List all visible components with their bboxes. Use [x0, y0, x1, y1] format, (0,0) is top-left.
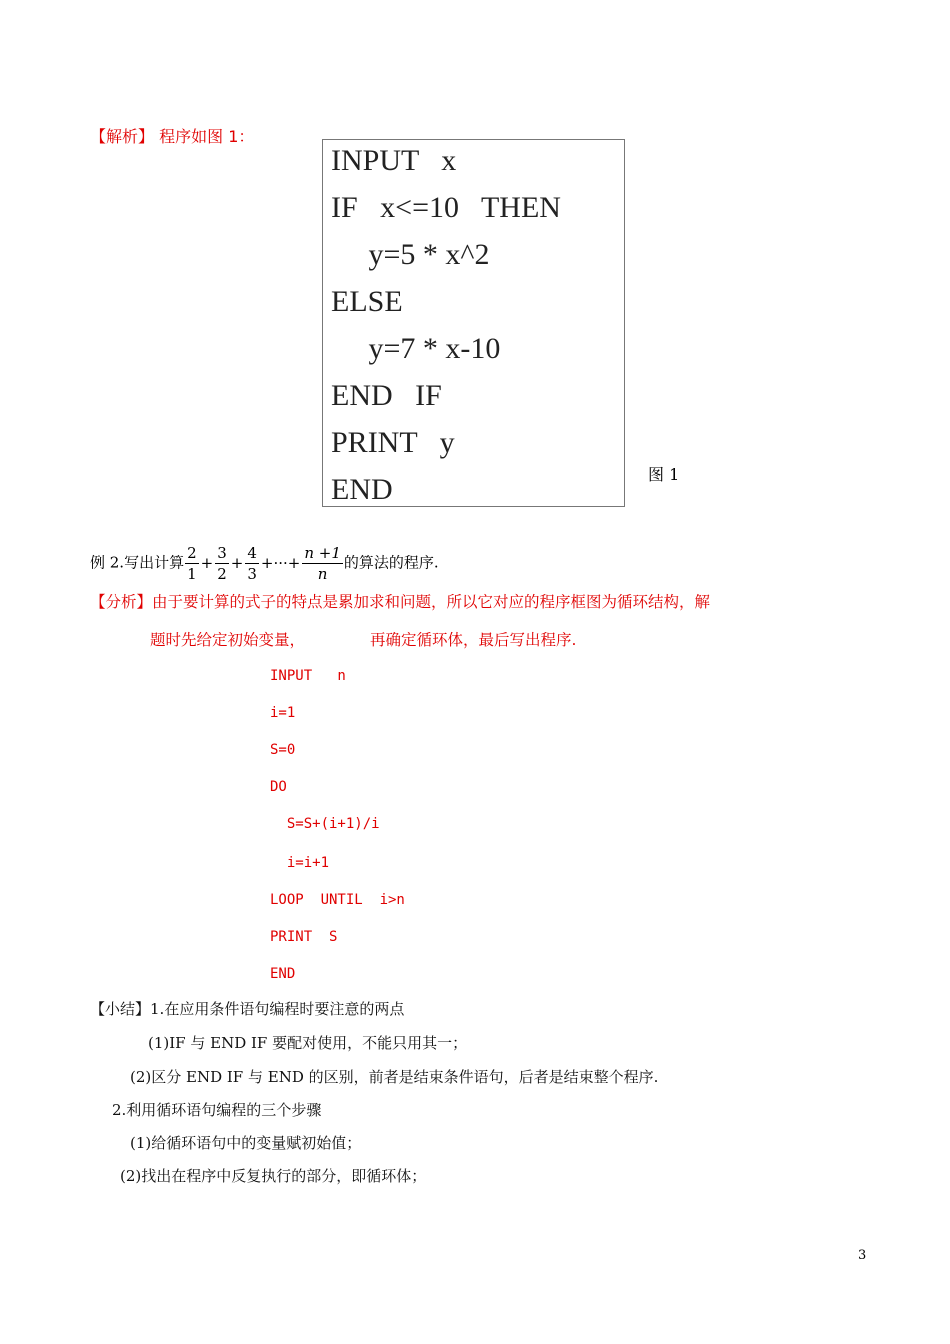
- analysis-tag: 【解析】: [90, 127, 155, 146]
- summary-tag: 【小结】: [90, 1000, 151, 1018]
- summary-line6: (2)找出在程序中反复执行的部分，即循环体；: [120, 1167, 427, 1185]
- analysis2-tag: 【分析】: [90, 593, 153, 611]
- code-line: END IF: [331, 379, 442, 412]
- code2-line: PRINT S: [270, 929, 338, 945]
- analysis2-line1: 【分析】由于要计算的式子的特点是累加求和问题，所以它对应的程序框图为循环结构，解: [90, 593, 711, 611]
- figure-caption: 图 1: [648, 465, 680, 484]
- analysis-text: 程序如图 1：: [159, 127, 255, 146]
- code2-line: S=0: [270, 742, 296, 758]
- program-figure-1: [322, 139, 625, 507]
- code2-line: END: [270, 966, 296, 982]
- example-2: 例 2.写出计算 $\frac{2}{1}$ + $\frac{3}{2}$ + $\frac{4}{3}$ +···+ $\frac{n +1}{n}$ 的算法的程序.: [90, 544, 439, 583]
- fraction: $\frac{4}{3}$: [247, 544, 257, 583]
- analysis2-line2: 题时先给定初始变量，: [150, 631, 306, 649]
- code-line: ELSE: [331, 285, 403, 318]
- code-line: y=5 * x^2: [331, 238, 490, 271]
- code2-line: i=1: [270, 705, 296, 721]
- summary-line4: 2.利用循环语句编程的三个步骤: [112, 1101, 322, 1119]
- analysis-heading: [90, 124, 254, 147]
- summary-line2: (1)IF 与 END IF 要配对使用，不能只用其一；: [148, 1034, 468, 1052]
- summary-line5: (1)给循环语句中的变量赋初始值；: [130, 1134, 362, 1152]
- code-line: IF x<=10 THEN: [331, 191, 561, 224]
- page-number: 3: [858, 1248, 867, 1263]
- example-prefix: 例 2.写出计算: [90, 553, 185, 572]
- code2-line: INPUT n: [270, 668, 346, 684]
- analysis2-line2b: 再确定循环体，最后写出程序.: [370, 631, 577, 649]
- code2-line: LOOP UNTIL i>n: [270, 892, 405, 908]
- summary-line1: 【小结】1.在应用条件语句编程时要注意的两点: [90, 1000, 405, 1018]
- code-line: y=7 * x-10: [331, 332, 501, 365]
- fraction: $\frac{n +1}{n}$: [304, 544, 341, 583]
- code-line: PRINT y: [331, 426, 455, 459]
- example-suffix: 的算法的程序.: [343, 553, 439, 572]
- code2-line: S=S+(i+1)/i: [270, 816, 380, 832]
- code-line: END: [331, 473, 393, 506]
- code-line: INPUT x: [331, 144, 457, 177]
- code2-line: i=i+1: [270, 855, 330, 871]
- ellipsis: +···+: [260, 553, 301, 572]
- fraction: $\frac{3}{2}$: [217, 544, 227, 583]
- fraction: $\frac{2}{1}$: [187, 544, 197, 583]
- code2-line: DO: [270, 779, 287, 795]
- summary-line3: (2)区分 END IF 与 END 的区别，前者是结束条件语句，后者是结束整个程序.: [130, 1068, 659, 1086]
